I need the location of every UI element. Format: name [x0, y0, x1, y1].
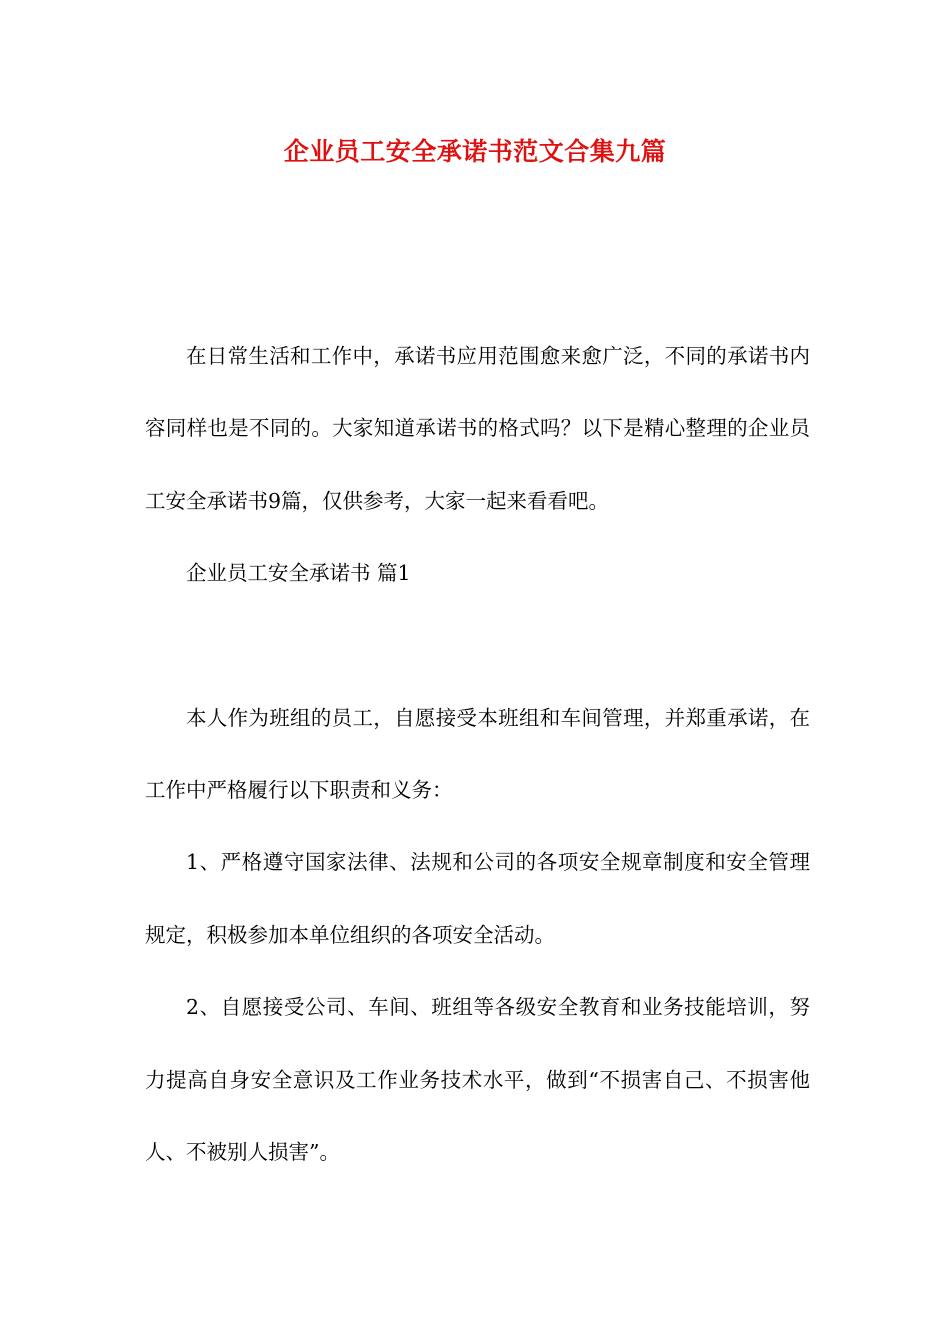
- document-title: 企业员工安全承诺书范文合集九篇: [283, 137, 667, 166]
- list-item-1: 1、严格遵守国家法律、法规和公司的各项安全规章制度和安全管理规定，积极参加本单位组织的各项安全活动。: [145, 850, 810, 947]
- list-item-2: 2、自愿接受公司、车间、班组等各级安全教育和业务技能培训，努力提高自身安全意识及工作业务技术水平，做到“不损害自己、不损害他人、不被别人损害”。: [145, 995, 810, 1165]
- section-heading: 企业员工安全承诺书 篇1: [186, 561, 411, 586]
- document-body: [145, 320, 810, 1188]
- commitment-paragraph: 本人作为班组的员工，自愿接受本班组和车间管理，并郑重承诺，在工作中严格履行以下职责和义务：: [145, 705, 810, 803]
- intro-paragraph: 在日常生活和工作中，承诺书应用范围愈来愈广泛，不同的承诺书内容同样也是不同的。大家知道承诺书的格式吗？以下是精心整理的企业员工安全承诺书9篇，仅供参考，大家一起来看看吧。: [145, 344, 810, 513]
